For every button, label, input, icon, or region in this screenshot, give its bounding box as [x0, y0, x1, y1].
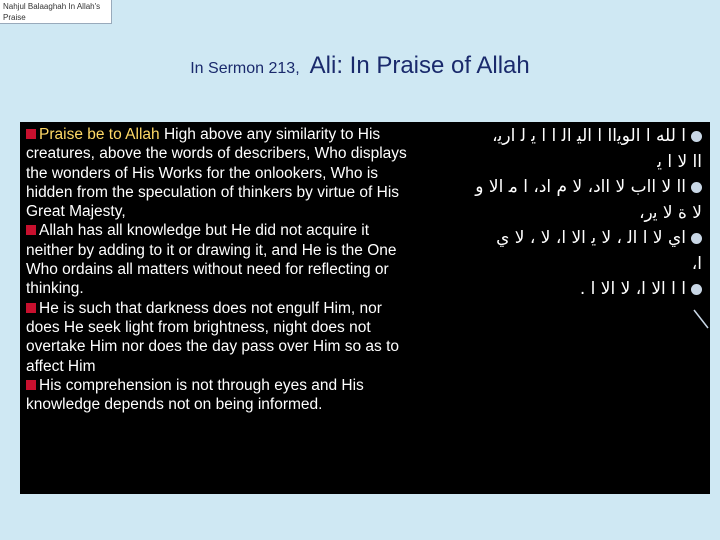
paragraph-3 — [26, 299, 407, 376]
paragraph-3-text: He is such that darkness does not engulf Him, nor does He seek light from brightness, night does not overtake Him nor does the day pass over Him so as to affect Him — [26, 299, 400, 375]
arabic-line-4-text: ﻻ ﺓ ﻻ ﻳﺭ، — [639, 202, 702, 223]
paragraph-2-text: Allah has all knowledge but He did not acquire it neither by adding to it or drawing it, and He is the One Who ordains all matters without need for reflecting or thinking. — [26, 222, 397, 298]
arabic-line-3 — [419, 175, 702, 201]
english-text-panel — [20, 122, 415, 494]
round-bullet-icon — [691, 284, 702, 295]
square-bullet-icon — [26, 129, 36, 139]
paragraph-1 — [26, 125, 407, 221]
square-bullet-icon — [26, 225, 36, 235]
arabic-line-5 — [419, 226, 702, 252]
round-bullet-icon — [691, 233, 702, 244]
round-bullet-icon — [691, 131, 702, 142]
paragraph-1-highlight: Praise be to Allah — [39, 126, 160, 143]
square-bullet-icon — [26, 380, 36, 390]
paragraph-1-text: High above any similarity to His creatures, above the words of describers, Who displays the wonders of His Works for the onlookers, Who is hidden from the speculation of thinkers by virtue of His Great Majesty, — [26, 126, 407, 221]
square-bullet-icon — [26, 303, 36, 313]
sermon-reference: In Sermon 213, — [190, 60, 300, 77]
paragraph-2 — [26, 221, 407, 298]
arabic-line-3-text: ﺍﺍ ﻻ ﺍﺍﺏ ﻻ ﺍﺍﺩ، ﻻ ﻡ ﺍﺩ، ﺍ ﻣ ﺍﻻ ﻭ — [475, 177, 686, 197]
arabic-line-4 — [419, 201, 702, 227]
round-bullet-icon — [691, 182, 702, 193]
arabic-line-6 — [419, 252, 702, 278]
arabic-line-1-text: ﺍ ﻟﻠﻪ ﺍ ﺍﻟﻮﻳﺍﺍ ﺍ ﺍﻟﻴ ﺍﻟ ﺍ ﺍ ﻳ ﻟ ﺍﺭﻳ، — [492, 126, 686, 146]
page-title — [0, 52, 720, 80]
arabic-line-5-text: ﺍﻱ ﻻ ﺍ ﺍﻟ ، ﻻ ﻳ ﺍﻻ ﺍ، ﻻ ، ﻻ ﻱ — [496, 228, 686, 248]
slash-mark-icon — [692, 308, 710, 330]
corner-label: Nahjul Balaaghah In Allah's Praise — [0, 0, 112, 24]
arabic-line-6-text: ﺍ، — [691, 253, 702, 274]
paragraph-4-text: His comprehension is not through eyes and His knowledge depends not on being informed. — [26, 376, 364, 414]
title-text: Ali: In Praise of Allah — [309, 52, 530, 79]
arabic-text-panel — [413, 122, 710, 494]
paragraph-4 — [26, 376, 407, 415]
arabic-line-1 — [419, 124, 702, 150]
arabic-line-7-text: ﺍ ﺍ ﺍﻻ ﺍ، ﻻ ﺍﻻ ﺍ . — [579, 279, 686, 299]
arabic-line-2-text: ﺍﺍ ﻻ ﺍ ﻳ — [657, 151, 702, 172]
arabic-line-7 — [419, 277, 702, 303]
arabic-line-2 — [419, 150, 702, 176]
